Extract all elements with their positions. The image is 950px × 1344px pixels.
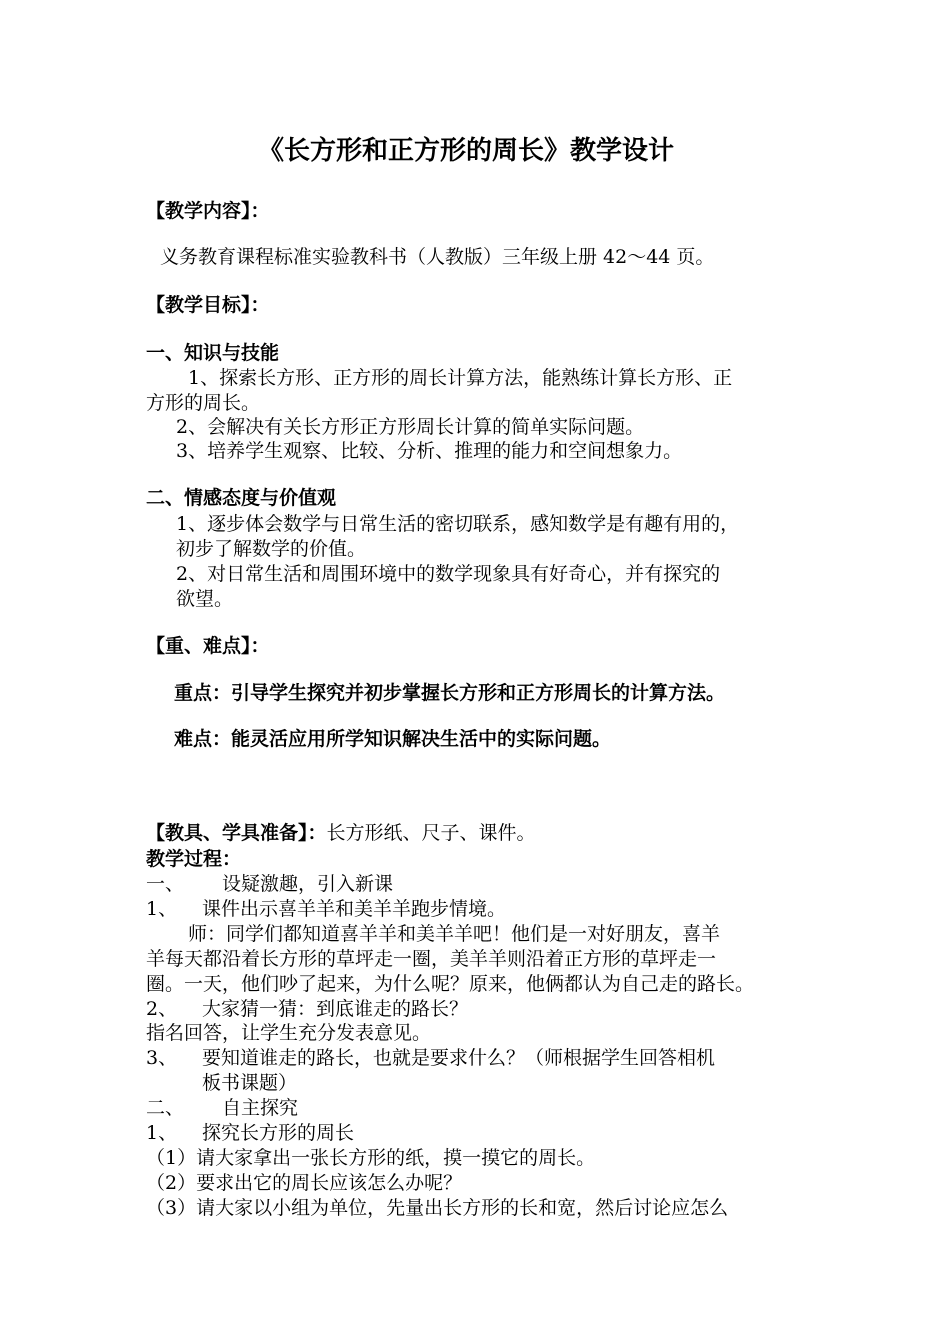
paragraph-line-3: 圈。一天，他们吵了起来，为什么呢？原来，他俩都认为自己走的路长。 [146, 973, 755, 995]
emotion-item-1-cont: 初步了解数学的价值。 [176, 538, 367, 560]
step-3-text-cont: 板书课题） [202, 1072, 298, 1094]
step-2-text: 大家猜一猜：到底谁走的路长？ [202, 998, 469, 1020]
section-1-title: 设疑激趣，引入新课 [222, 873, 394, 895]
difficult-point: 难点：能灵活应用所学知识解决生活中的实际问题。 [174, 728, 612, 750]
step-2-number: 2、 [146, 998, 178, 1020]
knowledge-item-2: 2、会解决有关长方形正方形周长计算的简单实际问题。 [176, 416, 645, 438]
goals-heading: 【教学目标】： [146, 294, 270, 316]
knowledge-item-1-cont: 方形的周长。 [146, 392, 261, 414]
content-heading: 【教学内容】： [146, 200, 270, 222]
tools-line [146, 820, 536, 846]
question-1: （1）请大家拿出一张长方形的纸，摸一摸它的周长。 [146, 1147, 596, 1169]
explore-1-number: 1、 [146, 1122, 178, 1144]
process-heading: 教学过程： [146, 848, 242, 870]
step-1-text: 课件出示喜羊羊和美羊羊跑步情境。 [202, 898, 507, 920]
paragraph-line-2: 羊每天都沿着长方形的草坪走一圈，美羊羊则沿着正方形的草坪走一 [146, 948, 717, 970]
content-text: 义务教育课程标准实验教科书（人教版）三年级上册 42～44 页。 [160, 246, 715, 268]
question-2: （2）要求出它的周长应该怎么办呢？ [146, 1172, 463, 1194]
explore-1-text: 探究长方形的周长 [202, 1122, 355, 1144]
emotion-heading: 二、情感态度与价值观 [146, 487, 337, 509]
emotion-item-1: 1、逐步体会数学与日常生活的密切联系，感知数学是有趣有用的， [176, 513, 740, 535]
document-title: 《长方形和正方形的周长》教学设计 [258, 136, 675, 166]
emotion-item-2-cont: 欲望。 [176, 588, 234, 610]
emotion-item-2: 2、对日常生活和周围环境中的数学现象具有好奇心，并有探究的 [176, 563, 721, 585]
step-3-number: 3、 [146, 1047, 178, 1069]
section-1-number: 一、 [146, 873, 185, 895]
step-3-text: 要知道谁走的路长，也就是要求什么？（师根据学生回答相机 [202, 1047, 716, 1069]
section-2-number: 二、 [146, 1097, 185, 1119]
knowledge-heading: 一、知识与技能 [146, 342, 280, 364]
tools-heading: 【教具、学具准备】： [146, 822, 327, 844]
key-point: 重点：引导学生探究并初步掌握长方形和正方形周长的计算方法。 [174, 682, 726, 704]
paragraph-line-1: 师：同学们都知道喜羊羊和美羊羊吧！他们是一对好朋友，喜羊 [188, 923, 721, 945]
knowledge-item-1: 1、探索长方形、正方形的周长计算方法，能熟练计算长方形、正 [188, 367, 733, 389]
tools-text: 长方形纸、尺子、课件。 [326, 822, 536, 844]
step-2-note: 指名回答，让学生充分发表意见。 [146, 1022, 432, 1044]
step-1-number: 1、 [146, 898, 178, 920]
knowledge-item-3: 3、培养学生观察、比较、分析、推理的能力和空间想象力。 [176, 440, 683, 462]
section-2-title: 自主探究 [222, 1097, 299, 1119]
question-3: （3）请大家以小组为单位，先量出长方形的长和宽，然后讨论应怎么 [146, 1197, 729, 1219]
key-points-heading: 【重、难点】： [146, 635, 270, 657]
